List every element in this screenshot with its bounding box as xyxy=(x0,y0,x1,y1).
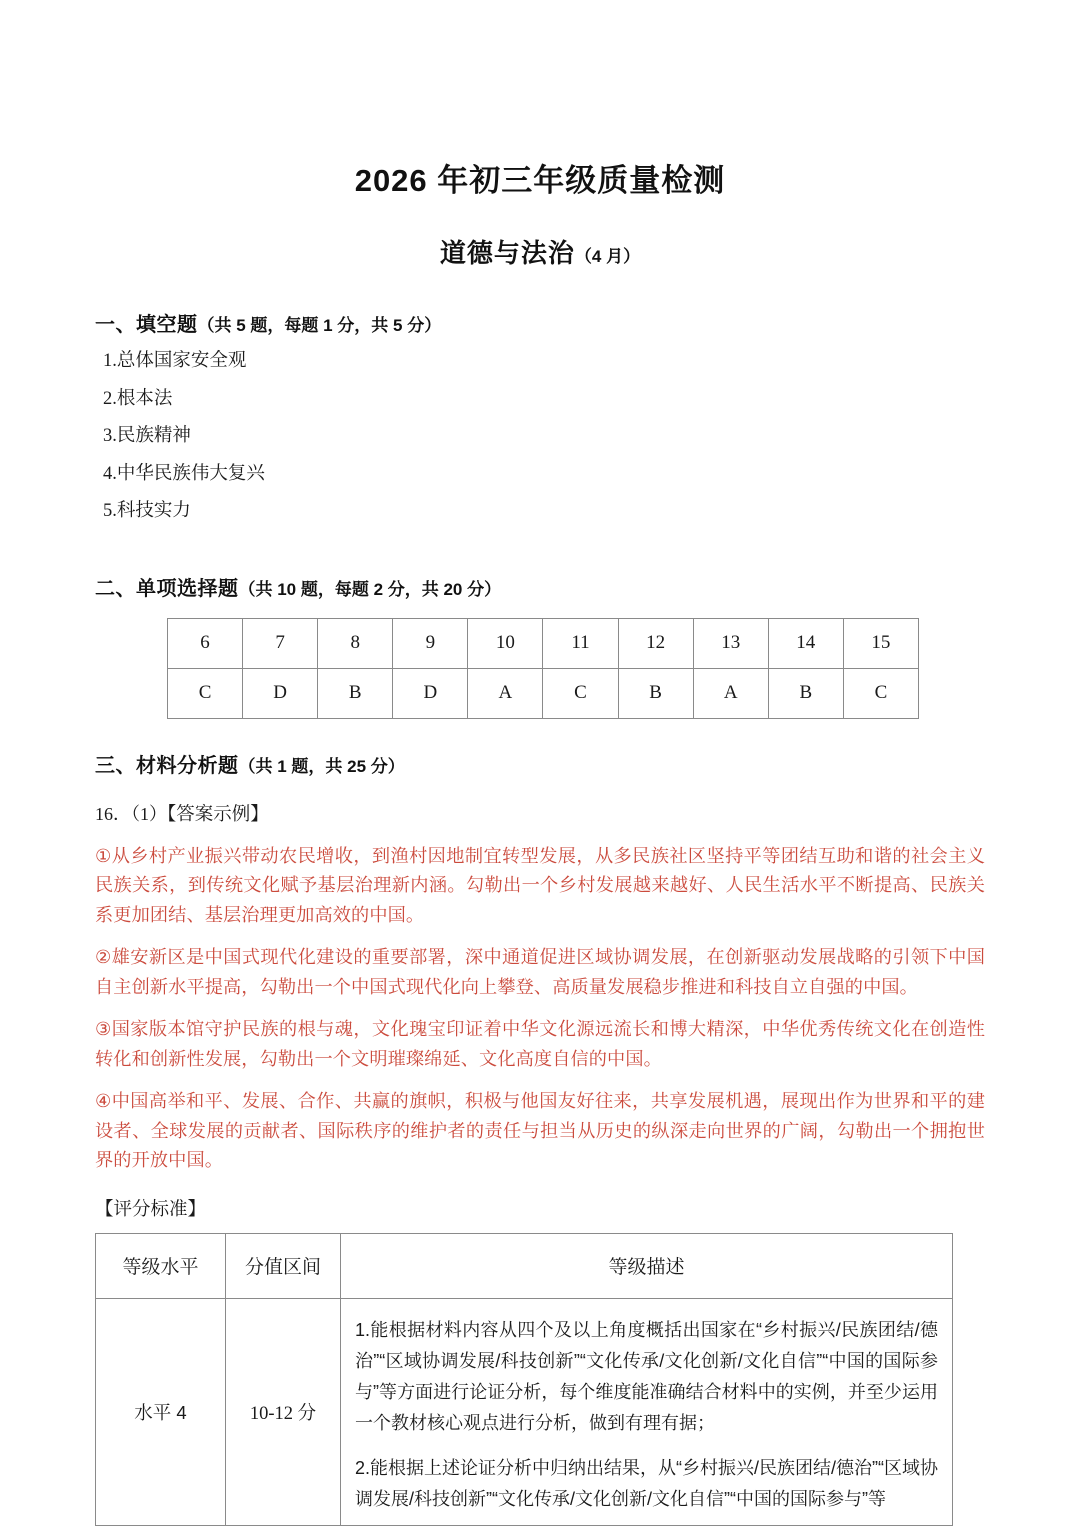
answer-text: 根本法 xyxy=(116,386,173,408)
answer-example-tag: 【答案示例】 xyxy=(167,802,269,824)
answer-cell: C xyxy=(168,668,243,718)
rubric-level-cell: 水平 4 xyxy=(96,1298,226,1525)
table-row-answers xyxy=(168,668,919,718)
answer-cell: A xyxy=(693,668,768,718)
answer-cell: C xyxy=(843,668,918,718)
list-item xyxy=(103,461,985,502)
question-number-cell: 15 xyxy=(843,618,918,668)
rubric-title: 【评分标准】 xyxy=(95,1197,207,1219)
exam-month: （4 月） xyxy=(574,247,641,266)
multiple-choice-answer-table xyxy=(167,618,919,719)
answer-text: 民族精神 xyxy=(116,424,191,445)
rubric-description-item: 1.能根据材料内容从四个及以上角度概括出国家在“乡村振兴/民族团结/德治”“区域协调发展/科技创新”“文化传承/文化创新/文化自信”“中国的国际参与”等方面进行论证分析，每个维度能准确结合材料中的实例，并至少运用一个教材核心观点进行分析，做到有理有据； xyxy=(355,1319,938,1433)
column-header-level: 等级水平 xyxy=(96,1233,226,1298)
section-heading-material-analysis xyxy=(95,719,985,778)
answer-cell: D xyxy=(243,668,318,718)
section-heading-fill-in xyxy=(95,270,985,337)
answer-cell: B xyxy=(768,668,843,718)
table-row xyxy=(96,1298,953,1525)
question-number-cell: 14 xyxy=(768,618,843,668)
answer-cell: B xyxy=(618,668,693,718)
answer-number: 5. xyxy=(103,501,117,521)
question-number-cell: 13 xyxy=(693,618,768,668)
question-number-cell: 6 xyxy=(168,618,243,668)
question-number-cell: 12 xyxy=(618,618,693,668)
answer-number: 3. xyxy=(103,426,117,446)
list-item xyxy=(103,501,985,539)
question-16-label xyxy=(95,778,985,826)
answer-number: 2. xyxy=(103,388,117,409)
answer-text: 科技实力 xyxy=(116,499,191,520)
answer-text: 中华民族伟大复兴 xyxy=(116,461,265,483)
page-subtitle xyxy=(95,200,985,270)
section-title-fill-in: 一、填空题 xyxy=(95,314,198,336)
subject-name: 道德与法治 xyxy=(439,238,575,268)
section-title-material-analysis: 三、材料分析题 xyxy=(95,754,239,777)
scoring-rubric-table xyxy=(95,1233,953,1526)
column-header-description: 等级描述 xyxy=(341,1233,953,1298)
list-item xyxy=(103,386,985,427)
answer-number: 4. xyxy=(103,463,117,484)
table-row-question-numbers xyxy=(168,618,919,668)
multiple-choice-table-wrapper xyxy=(95,601,985,719)
column-header-score-range: 分值区间 xyxy=(226,1233,341,1298)
section-hint-multiple-choice: （共 10 题，每题 2 分，共 20 分） xyxy=(238,579,502,599)
answer-cell: D xyxy=(393,668,468,718)
rubric-description-item: 2.能根据上述论证分析中归纳出结果，从“乡村振兴/民族团结/德治”“区域协调发展/科技创新”“文化传承/文化创新/文化自信”“中国的国际参与”等 xyxy=(355,1457,938,1509)
answer-cell: B xyxy=(318,668,393,718)
answer-text: 总体国家安全观 xyxy=(116,349,247,370)
rubric-score-range-cell: 10-12 分 xyxy=(226,1298,341,1525)
list-item xyxy=(103,351,985,389)
question-number-cell: 11 xyxy=(543,618,618,668)
rubric-table-wrapper xyxy=(95,1221,985,1526)
section-hint-material-analysis: （共 1 题，共 25 分） xyxy=(238,756,405,776)
section-heading-multiple-choice xyxy=(95,539,985,601)
question-number-cell: 10 xyxy=(468,618,543,668)
question-number-cell: 8 xyxy=(318,618,393,668)
answer-paragraph: ①从乡村产业振兴带动农民增收，到渔村因地制宜转型发展，从多民族社区坚持平等团结互助和谐的社会主义民族关系，到传统文化赋予基层治理新内涵。勾勒出一个乡村发展越来越好、人民生活水平不断提高、民族关系更加团结、基层治理更加高效的中国。 xyxy=(95,845,985,925)
question-number: 16．（1） xyxy=(95,803,167,824)
answer-paragraph: ③国家版本馆守护民族的根与魂，文化瑰宝印证着中华文化源远流长和博大精深，中华优秀传统文化在创造性转化和创新性发展，勾勒出一个文明璀璨绵延、文化高度自信的中国。 xyxy=(95,1019,985,1069)
answer-cell: C xyxy=(543,668,618,718)
section-title-multiple-choice: 二、单项选择题 xyxy=(95,577,239,600)
answer-cell: A xyxy=(468,668,543,718)
fill-in-answer-list xyxy=(95,337,985,539)
rubric-description-cell xyxy=(341,1298,953,1525)
answer-paragraph: ④中国高举和平、发展、合作、共赢的旗帜，积极与他国友好往来，共享发展机遇，展现出作为世界和平的建设者、全球发展的贡献者、国际秩序的维护者的责任与担当从历史的纵深走向世界的广阔，勾勒出一个拥抱世界的开放中国。 xyxy=(95,1091,985,1170)
answer-paragraph: ②雄安新区是中国式现代化建设的重要部署，深中通道促进区域协调发展，在创新驱动发展战略的引领下中国自主创新水平提高，勾勒出一个中国式现代化向上攀登、高质量发展稳步推进和科技自立自强的中国。 xyxy=(95,947,985,997)
page-title: 2026 年初三年级质量检测 xyxy=(354,163,726,198)
question-number-cell: 9 xyxy=(393,618,468,668)
list-item xyxy=(103,426,985,464)
answer-number: 1. xyxy=(103,351,117,371)
section-hint-fill-in: （共 5 题，每题 1 分，共 5 分） xyxy=(197,316,442,335)
table-header-row xyxy=(96,1233,953,1298)
question-number-cell: 7 xyxy=(243,618,318,668)
